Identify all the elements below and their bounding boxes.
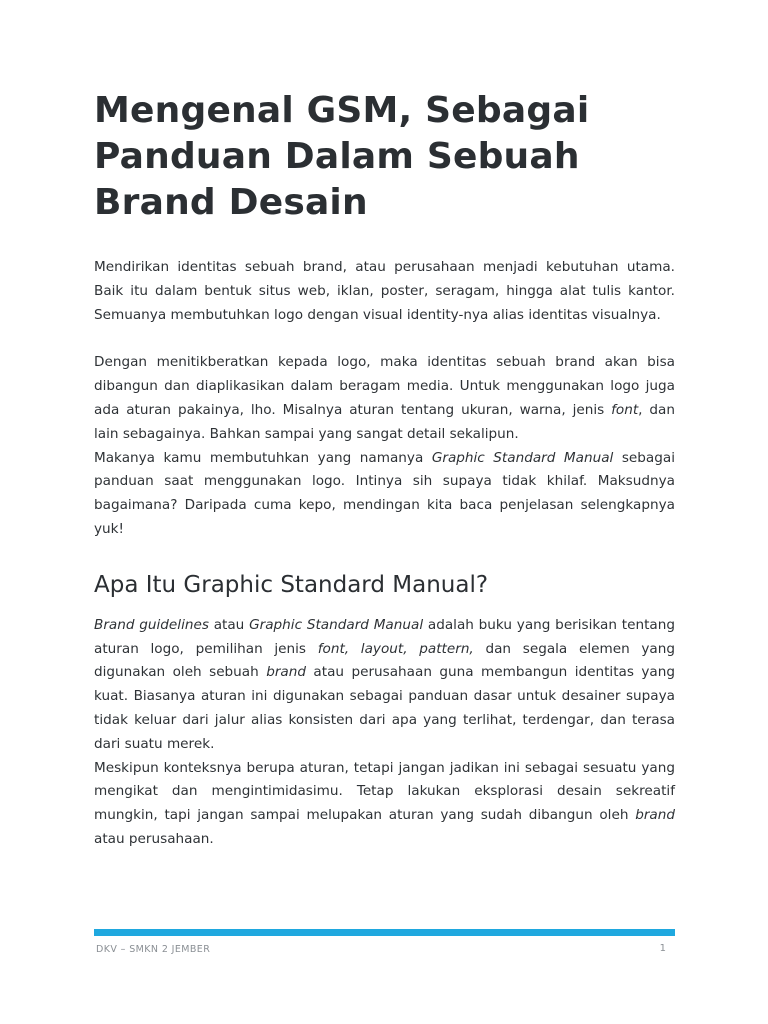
footer-school-label: DKV – SMKN 2 JEMBER (96, 944, 211, 955)
document-page (94, 88, 675, 852)
text-run: atau perusahaan guna membangun identitas yang kuat. Biasanya aturan ini digunakan sebagai panduan dasar untuk desainer supaya tidak keluar dari jalur alias konsisten dari apa yang terlihat, terdengar, dan terasa dari suatu merek. (94, 664, 675, 752)
italic-run: Brand guidelines (94, 616, 209, 633)
text-run: Makanya kamu membutuhkan yang namanya (94, 449, 432, 466)
italic-run: brand (266, 664, 306, 681)
italic-run: font, layout, pattern, (317, 640, 474, 657)
text-run: atau (208, 616, 250, 633)
text-run: dan segala elemen yang digunakan oleh sebuah (94, 640, 676, 681)
paragraph-exploration (94, 757, 675, 852)
page-number: 1 (659, 943, 666, 954)
text-run: Meskipun konteksnya berupa aturan, tetapi jangan jadikan ini sebagai sesuatu yang mengikat dan mengintimidasimu. Tetap lakukan eksplorasi desain sekreatif mungkin, tapi jangan sampai melupakan aturan yang sudah dibangun oleh (94, 759, 675, 824)
text-run: atau perusahaan. (94, 830, 214, 847)
paragraph-gsm-intro (94, 447, 675, 542)
text-run: sebagai panduan saat menggunakan logo. Intinya sih supaya tidak khilaf. Maksudnya bagaimana? Daripada cuma kepo, mendingan kita baca penjelasan selengkapnya yuk! (94, 449, 675, 537)
footer-accent-bar (94, 929, 675, 936)
italic-run: font (611, 401, 639, 418)
text-run: Dengan menitikberatkan kepada logo, maka identitas sebuah brand akan bisa dibangun dan diaplikasikan dalam beragam media. Untuk menggunakan logo juga ada aturan pakainya, lho. Misalnya aturan tentang ukuran, warna, jenis (94, 354, 675, 418)
paragraph-logo-rules (94, 351, 675, 446)
section-heading: Apa Itu Graphic Standard Manual? (94, 571, 489, 598)
italic-run: brand (635, 807, 675, 824)
paragraph-spacer (94, 327, 675, 351)
italic-run: Graphic Standard Manual (431, 449, 614, 466)
paragraph-intro: Mendirikan identitas sebuah brand, atau perusahaan menjadi kebutuhan utama. Baik itu dalam bentuk situs web, iklan, poster, seragam, hingga alat tulis kantor. Semuanya membutuhkan logo dengan visual identity-nya alias identitas visualnya. (94, 259, 675, 323)
paragraph-definition (94, 614, 675, 757)
italic-run: Graphic Standard Manual (249, 616, 424, 633)
text-run: adalah buku yang berisikan tentang aturan logo, pemilihan jenis (94, 616, 675, 657)
text-run: , dan lain sebagainya. Bahkan sampai yang sangat detail sekalipun. (94, 401, 675, 442)
document-title: Mengenal GSM, Sebagai Panduan Dalam Sebuah Brand Desain (94, 90, 590, 223)
